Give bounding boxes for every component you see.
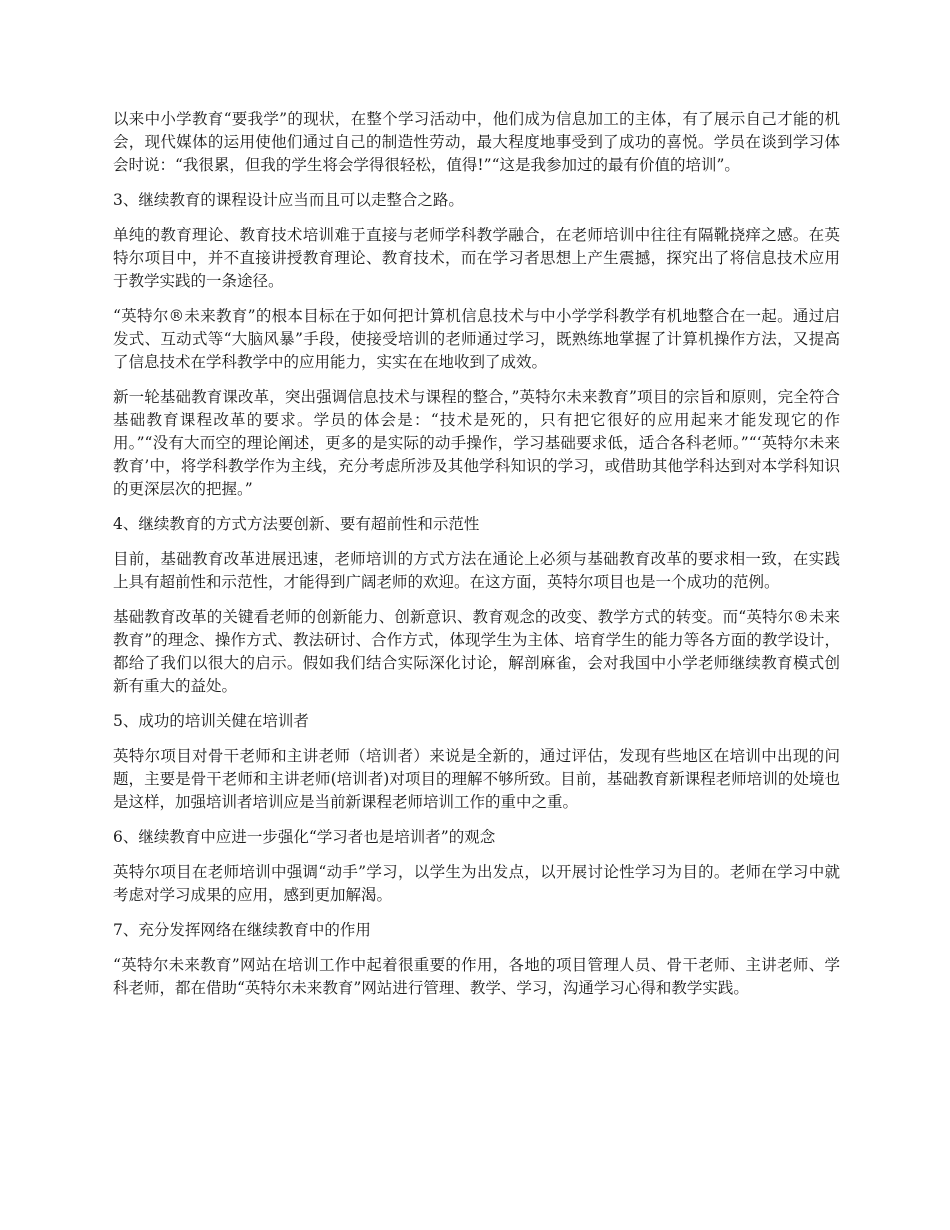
section-heading-5: 5、成功的培训关健在培训者 — [113, 712, 309, 730]
paragraph: 以来中小学教育“要我学”的现状，在整个学习活动中，他们成为信息加工的主体，有了展示自己才能的机会，现代媒体的运用使他们通过自己的制造性劳动，最大程度地事受到了成功的喜悦。学员在谈到学习体会时说：“我很累，但我的学生将会学得很轻松，值得!”“这是我参加过的最有价值的培训”。 — [113, 110, 840, 174]
section-heading-3: 3、继续教育的课程设计应当而且可以走整合之路。 — [113, 191, 464, 209]
paragraph: 英特尔项目对骨干老师和主讲老师（培训者）来说是全新的，通过评估，发现有些地区在培训中出现的问题，主要是骨干老师和主讲老师(培训者)对项目的理解不够所致。目前，基础教育新课程老师培训的处境也是这样，加强培训者培训应是当前新课程老师培训工作的重中之重。 — [113, 747, 840, 811]
document-page — [113, 108, 840, 1012]
paragraph: “英特尔®未来教育”的根本目标在于如何把计算机信息技术与中小学学科教学有机地整合在一起。通过启发式、互动式等“大脑风暴”手段，使接受培训的老师通过学习，既熟练地掌握了计算机操作方法，又提高了信息技术在学科教学中的应用能力，实实在在地收到了成效。 — [113, 307, 840, 371]
paragraph: 单纯的教育理论、教育技术培训难于直接与老师学科教学融合，在老师培训中往往有隔靴挠痒之感。在英特尔项目中，并不直接讲授教育理论、教育技术，而在学习者思想上产生震撼，探究出了将信息技术应用于教学实践的一条途径。 — [113, 226, 840, 290]
paragraph: 新一轮基础教育课改革，突出强调信息技术与课程的整合，”英特尔未来教育”项目的宗旨和原则，完全符合基础教育课程改革的要求。学员的体会是：“技术是死的，只有把它很好的应用起来才能发现它的作用。”“没有大而空的理论阐述，更多的是实际的动手操作，学习基础要求低，适合各科老师。”“‘英特尔未来教育’中，将学科教学作为主线，充分考虑所涉及其他学科知识的学习，或借助其他学科达到对本学科知识的更深层次的把握。” — [113, 388, 840, 498]
paragraph: 基础教育改革的关键看老师的创新能力、创新意识、教育观念的改变、教学方式的转变。而“英特尔®未来教育”的理念、操作方式、教法研讨、合作方式，体现学生为主体、培育学生的能力等各方面的教学设计，都给了我们以很大的启示。假如我们结合实际深化讨论，解剖麻雀，会对我国中小学老师继续教育模式创新有重大的益处。 — [113, 608, 840, 695]
paragraph: 目前，基础教育改革进展迅速，老师培训的方式方法在通论上必须与基础教育改革的要求相一致，在实践上具有超前性和示范性，才能得到广阔老师的欢迎。在这方面，英特尔项目也是一个成功的范例。 — [113, 550, 840, 591]
paragraph: 英特尔项目在老师培训中强调“动手”学习，以学生为出发点，以开展讨论性学习为目的。老师在学习中就考虑对学习成果的应用，感到更加解渴。 — [113, 863, 840, 904]
section-heading-6: 6、继续教育中应进一步强化“学习者也是培训者”的观念 — [113, 828, 496, 846]
section-heading-4: 4、继续教育的方式方法要创新、要有超前性和示范性 — [113, 515, 480, 533]
paragraph: “英特尔未来教育”网站在培训工作中起着很重要的作用，各地的项目管理人员、骨干老师、主讲老师、学科老师，都在借助“英特尔未来教育”网站进行管理、教学、学习，沟通学习心得和教学实践。 — [113, 956, 840, 997]
section-heading-7: 7、充分发挥网络在继续教育中的作用 — [113, 921, 371, 939]
